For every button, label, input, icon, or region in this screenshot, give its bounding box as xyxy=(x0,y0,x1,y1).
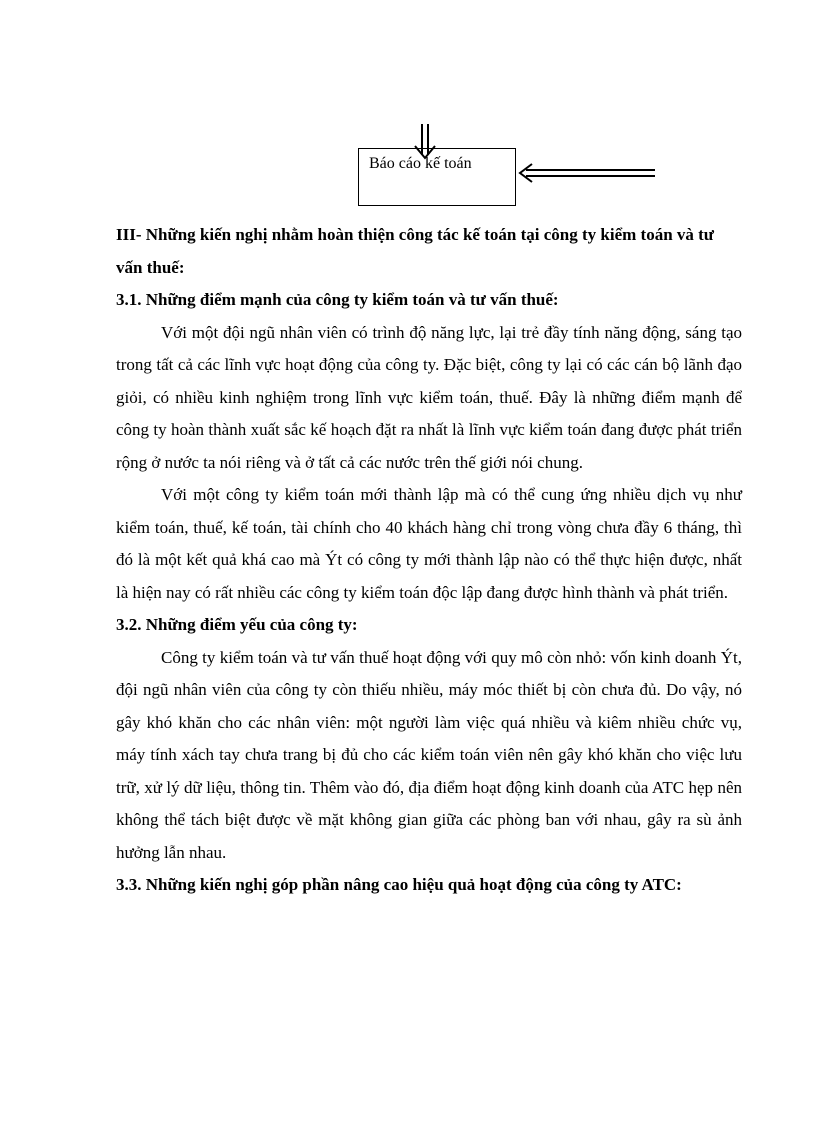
section-3-2-heading: 3.2. Những điểm yếu của công ty: xyxy=(116,615,358,634)
section-3-1-paragraph-2: Với một công ty kiểm toán mới thành lập mà có thể cung ứng nhiều dịch vụ như kiểm toán, thuế, kế toán, tài chính cho 40 khách hàng chỉ trong vòng chưa đầy 6 tháng, thì đó là một kết quả khá cao mà Ýt có công ty mới thành lập nào có thể thực hiện được, nhất là hiện nay có rất nhiều các công ty kiểm toán độc lập đang được hình thành và phát triển. xyxy=(116,485,742,602)
report-box-label: Báo cáo kế toán xyxy=(369,155,472,172)
section-3-heading: III- Những kiến nghị nhằm hoàn thiện công tác kế toán tại công ty kiểm toán và tư vấn thuế: xyxy=(116,225,715,277)
flow-diagram xyxy=(0,0,816,215)
section-3-1-heading: 3.1. Những điểm mạnh của công ty kiểm toán và tư vấn thuế: xyxy=(116,290,559,309)
section-3-2-paragraph-1: Công ty kiểm toán và tư vấn thuế hoạt động với quy mô còn nhỏ: vốn kinh doanh Ýt, đội ngũ nhân viên của công ty còn thiếu nhiều, máy móc thiết bị còn chưa đủ. Do vậy, nó gây khó khăn cho các nhân viên: một người làm việc quá nhiều và kiêm nhiều chức vụ, máy tính xách tay chưa trang bị đủ cho các kiểm toán viên nên gây khó khăn cho việc lưu trữ, xử lý dữ liệu, thông tin. Thêm vào đó, địa điểm hoạt động kinh doanh của ATC hẹp nên không thể tách biệt được về mặt không gian giữa các phòng ban với nhau, gây ra sù ảnh hưởng lẫn nhau. xyxy=(116,647,742,862)
section-3-1-paragraph-1: Với một đội ngũ nhân viên có trình độ năng lực, lại trẻ đầy tính năng động, sáng tạo trong tất cả các lĩnh vực hoạt động của công ty. Đặc biệt, công ty lại có các cán bộ lãnh đạo giỏi, có nhiều kinh nghiệm trong lĩnh vực kiểm toán, thuế. Đây là những điểm mạnh để công ty hoàn thành xuất sắc kế hoạch đặt ra nhất là lĩnh vực kiểm toán đang được phát triển rộng ở nước ta nói riêng và ở tất cả các nước trên thế giới nói chung. xyxy=(116,322,742,472)
section-3-3-heading: 3.3. Những kiến nghị góp phần nâng cao hiệu quả hoạt động của công ty ATC: xyxy=(116,875,682,894)
left-arrow-icon xyxy=(520,164,655,182)
document-body xyxy=(116,219,742,902)
report-box xyxy=(358,148,516,206)
